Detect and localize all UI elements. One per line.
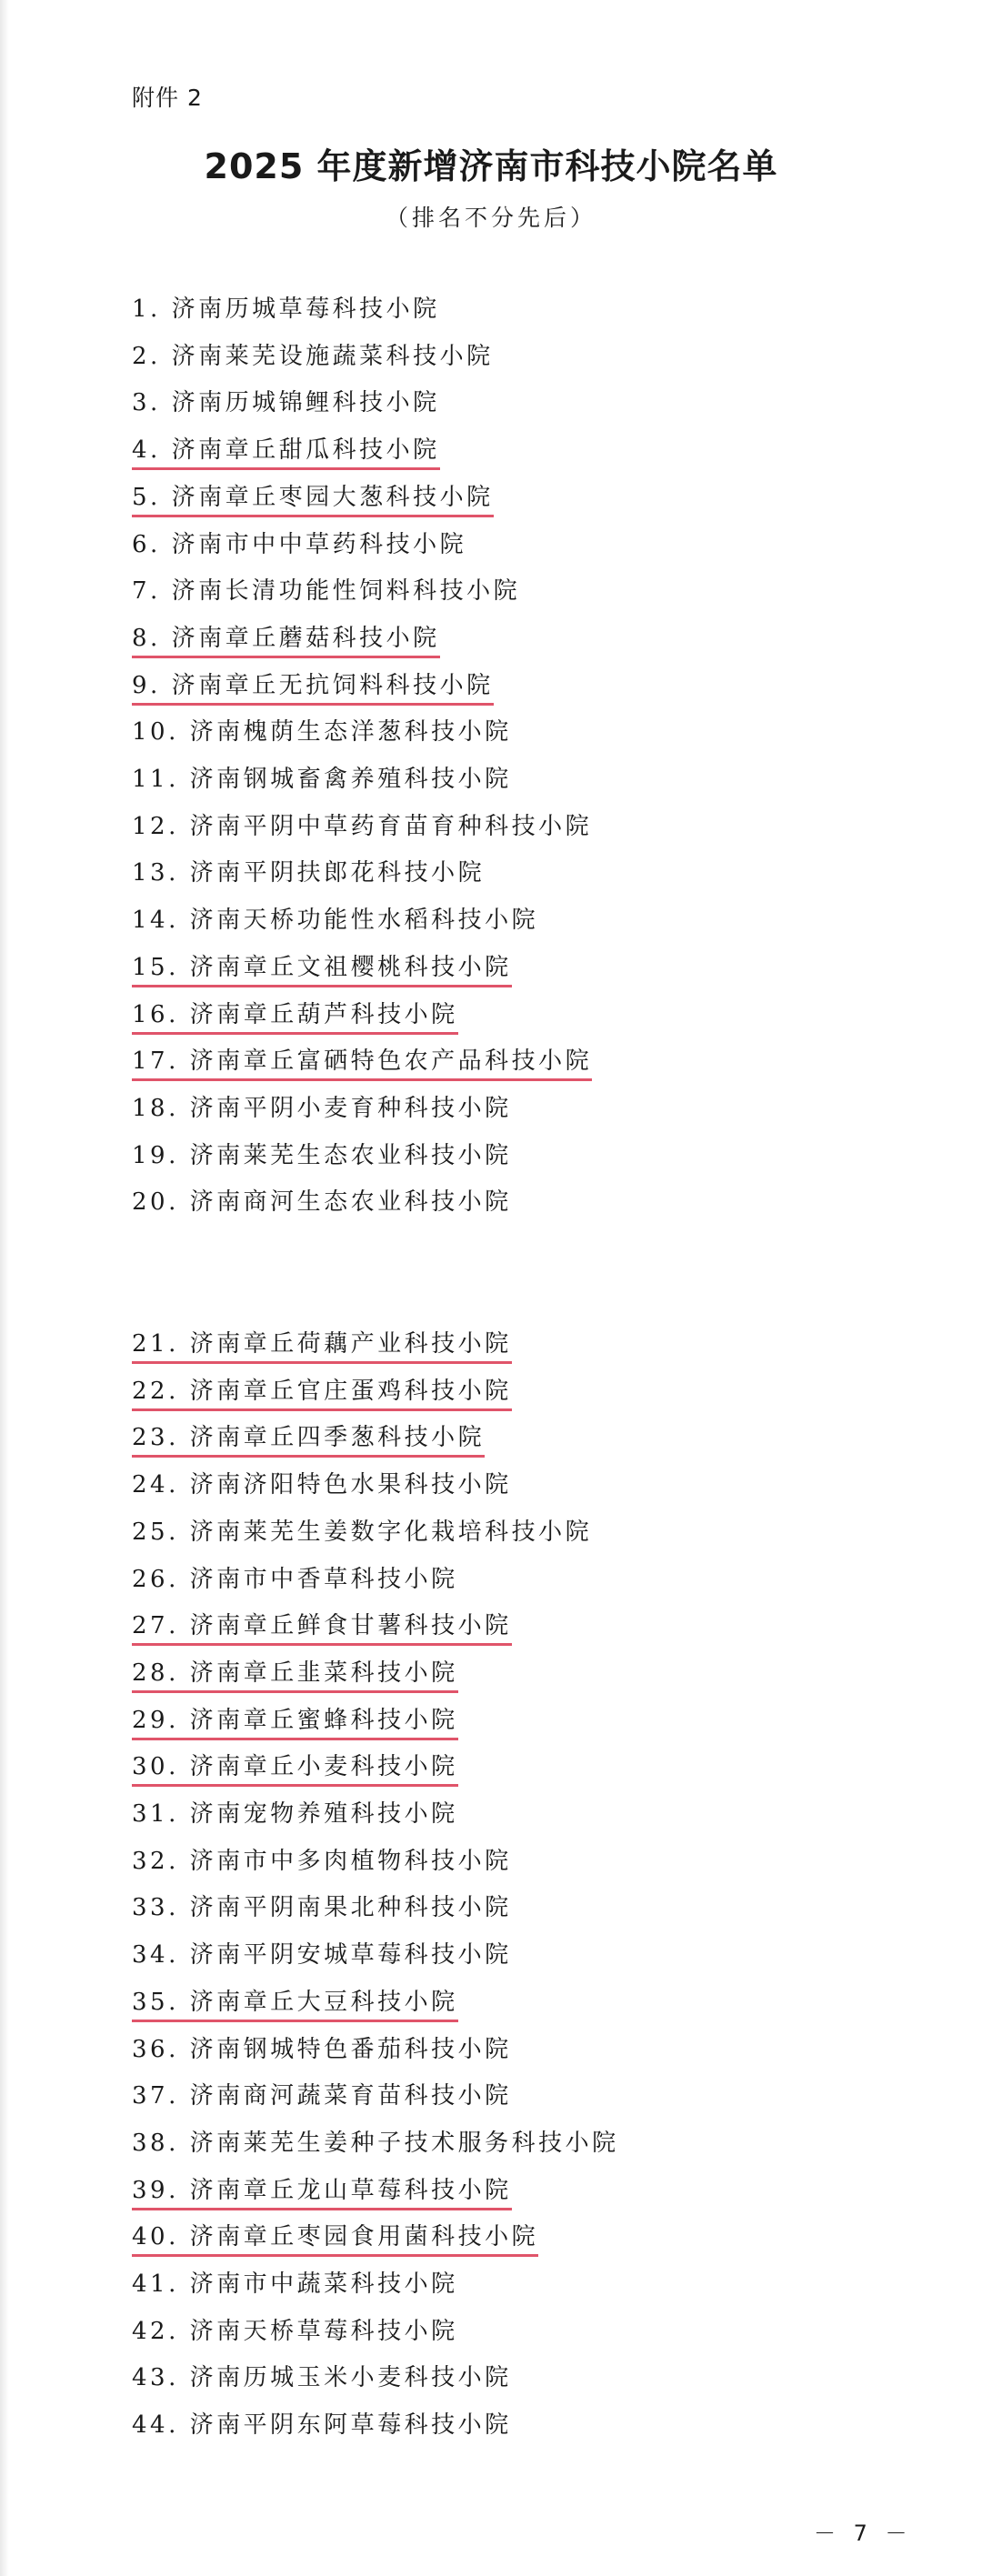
list-item-text: 22. 济南章丘官庄蛋鸡科技小院 xyxy=(132,1378,512,1405)
list-item-text: 25. 济南莱芜生姜数字化栽培科技小院 xyxy=(132,1519,593,1546)
list-item xyxy=(132,2268,458,2300)
list-item xyxy=(132,1657,458,1693)
list-item-text: 4. 济南章丘甜瓜科技小院 xyxy=(132,436,440,464)
list-item-text: 36. 济南钢城特色番茄科技小院 xyxy=(132,2036,512,2063)
list-item xyxy=(132,951,512,987)
list-item xyxy=(132,293,440,326)
list-item xyxy=(132,1092,512,1125)
list-item-text: 33. 济南平阴南果北种科技小院 xyxy=(132,1894,512,1921)
list-item-text: 29. 济南章丘蜜蜂科技小院 xyxy=(132,1707,458,1734)
list-item xyxy=(132,1845,512,1878)
list-item-text: 17. 济南章丘富硒特色农产品科技小院 xyxy=(132,1047,593,1075)
list-item-text: 32. 济南市中多肉植物科技小院 xyxy=(132,1848,512,1875)
list-item-text: 15. 济南章丘文祖樱桃科技小院 xyxy=(132,954,512,981)
list-item-text: 12. 济南平阴中草药育苗育种科技小院 xyxy=(132,813,593,840)
list-item xyxy=(132,1139,512,1172)
list-item xyxy=(132,528,466,561)
list-item xyxy=(132,1750,458,1787)
list-item-text: 2. 济南莱芜设施蔬菜科技小院 xyxy=(132,343,494,370)
list-item xyxy=(132,998,458,1035)
list-item-text: 24. 济南济阳特色水果科技小院 xyxy=(132,1471,512,1498)
list-item xyxy=(132,1609,512,1646)
list-item-text: 16. 济南章丘葫芦科技小院 xyxy=(132,1001,458,1028)
list-item xyxy=(132,716,512,748)
list-item-text: 35. 济南章丘大豆科技小院 xyxy=(132,1989,458,2016)
list-item xyxy=(132,1891,512,1924)
list-item-text: 42. 济南天桥草莓科技小院 xyxy=(132,2318,458,2345)
list-item-text: 5. 济南章丘枣园大葱科技小院 xyxy=(132,484,494,511)
list-item-text: 20. 济南商河生态农业科技小院 xyxy=(132,1188,512,1216)
list-item-text: 18. 济南平阴小麦育种科技小院 xyxy=(132,1095,512,1122)
list-item-text: 10. 济南槐荫生态洋葱科技小院 xyxy=(132,718,512,746)
list-item-text: 3. 济南历城锦鲤科技小院 xyxy=(132,389,440,416)
list-item xyxy=(132,1468,512,1501)
list-item-text: 19. 济南莱芜生态农业科技小院 xyxy=(132,1142,512,1169)
list-item-text: 43. 济南历城玉米小麦科技小院 xyxy=(132,2364,512,2391)
list-item xyxy=(132,1704,458,1740)
page-number: － 7 － xyxy=(814,2521,913,2546)
list-item-text: 38. 济南莱芜生姜种子技术服务科技小院 xyxy=(132,2130,619,2157)
list-item xyxy=(132,434,440,470)
list-item-text: 21. 济南章丘荷藕产业科技小院 xyxy=(132,1330,512,1358)
list-item-text: 14. 济南天桥功能性水稻科技小院 xyxy=(132,907,539,934)
list-item xyxy=(132,1798,458,1830)
list-item-text: 37. 济南商河蔬菜育苗科技小院 xyxy=(132,2082,512,2110)
list-item xyxy=(132,340,494,373)
document-title: 2025 年度新增济南市科技小院名单 xyxy=(204,146,778,186)
list-item xyxy=(132,2127,619,2160)
list-item xyxy=(132,1563,458,1596)
list-item-text: 1. 济南历城草莓科技小院 xyxy=(132,296,440,323)
list-item-text: 31. 济南宠物养殖科技小院 xyxy=(132,1800,458,1828)
list-item xyxy=(132,481,494,517)
list-item-text: 27. 济南章丘鲜食甘薯科技小院 xyxy=(132,1612,512,1639)
list-item xyxy=(132,2080,512,2112)
list-item-text: 44. 济南平阴东阿草莓科技小院 xyxy=(132,2411,512,2439)
list-item xyxy=(132,904,538,937)
list-item-text: 39. 济南章丘龙山草莓科技小院 xyxy=(132,2177,512,2204)
list-item-text: 13. 济南平阴扶郎花科技小院 xyxy=(132,859,486,887)
list-item xyxy=(132,810,592,843)
list-item-text: 9. 济南章丘无抗饲料科技小院 xyxy=(132,672,494,699)
list-item-text: 30. 济南章丘小麦科技小院 xyxy=(132,1753,458,1780)
list-item xyxy=(132,386,440,419)
list-item xyxy=(132,669,494,706)
list-item xyxy=(132,857,485,889)
list-item xyxy=(132,1939,512,1971)
list-item-text: 40. 济南章丘枣园食用菌科技小院 xyxy=(132,2223,539,2250)
list-item-text: 41. 济南市中蔬菜科技小院 xyxy=(132,2270,458,2298)
list-item xyxy=(132,2174,512,2210)
list-item-text: 23. 济南章丘四季葱科技小院 xyxy=(132,1424,486,1451)
list-item xyxy=(132,2361,512,2394)
list-item xyxy=(132,1375,512,1411)
list-item xyxy=(132,763,512,796)
list-item xyxy=(132,1516,592,1549)
document-subtitle: （排名不分先后） xyxy=(385,205,596,231)
attachment-label: 附件 2 xyxy=(132,85,203,111)
list-item-text: 11. 济南钢城畜禽养殖科技小院 xyxy=(132,766,512,793)
page-edge-shadow xyxy=(0,0,9,2576)
list-item xyxy=(132,2315,458,2348)
list-item xyxy=(132,2033,512,2066)
list-item xyxy=(132,1045,592,1081)
list-item xyxy=(132,575,520,607)
list-item-text: 7. 济南长清功能性饲料科技小院 xyxy=(132,577,521,605)
list-item-text: 28. 济南章丘韭菜科技小院 xyxy=(132,1659,458,1687)
list-item xyxy=(132,2220,538,2257)
list-item xyxy=(132,1421,485,1458)
list-item xyxy=(132,1986,458,2022)
list-item xyxy=(132,1328,512,1364)
list-item xyxy=(132,2409,512,2441)
list-item-text: 8. 济南章丘蘑菇科技小院 xyxy=(132,625,440,652)
list-item-text: 6. 济南市中中草药科技小院 xyxy=(132,531,467,558)
list-item xyxy=(132,622,440,658)
list-item-text: 26. 济南市中香草科技小院 xyxy=(132,1566,458,1593)
list-item-text: 34. 济南平阴安城草莓科技小院 xyxy=(132,1941,512,1969)
list-item xyxy=(132,1186,512,1218)
